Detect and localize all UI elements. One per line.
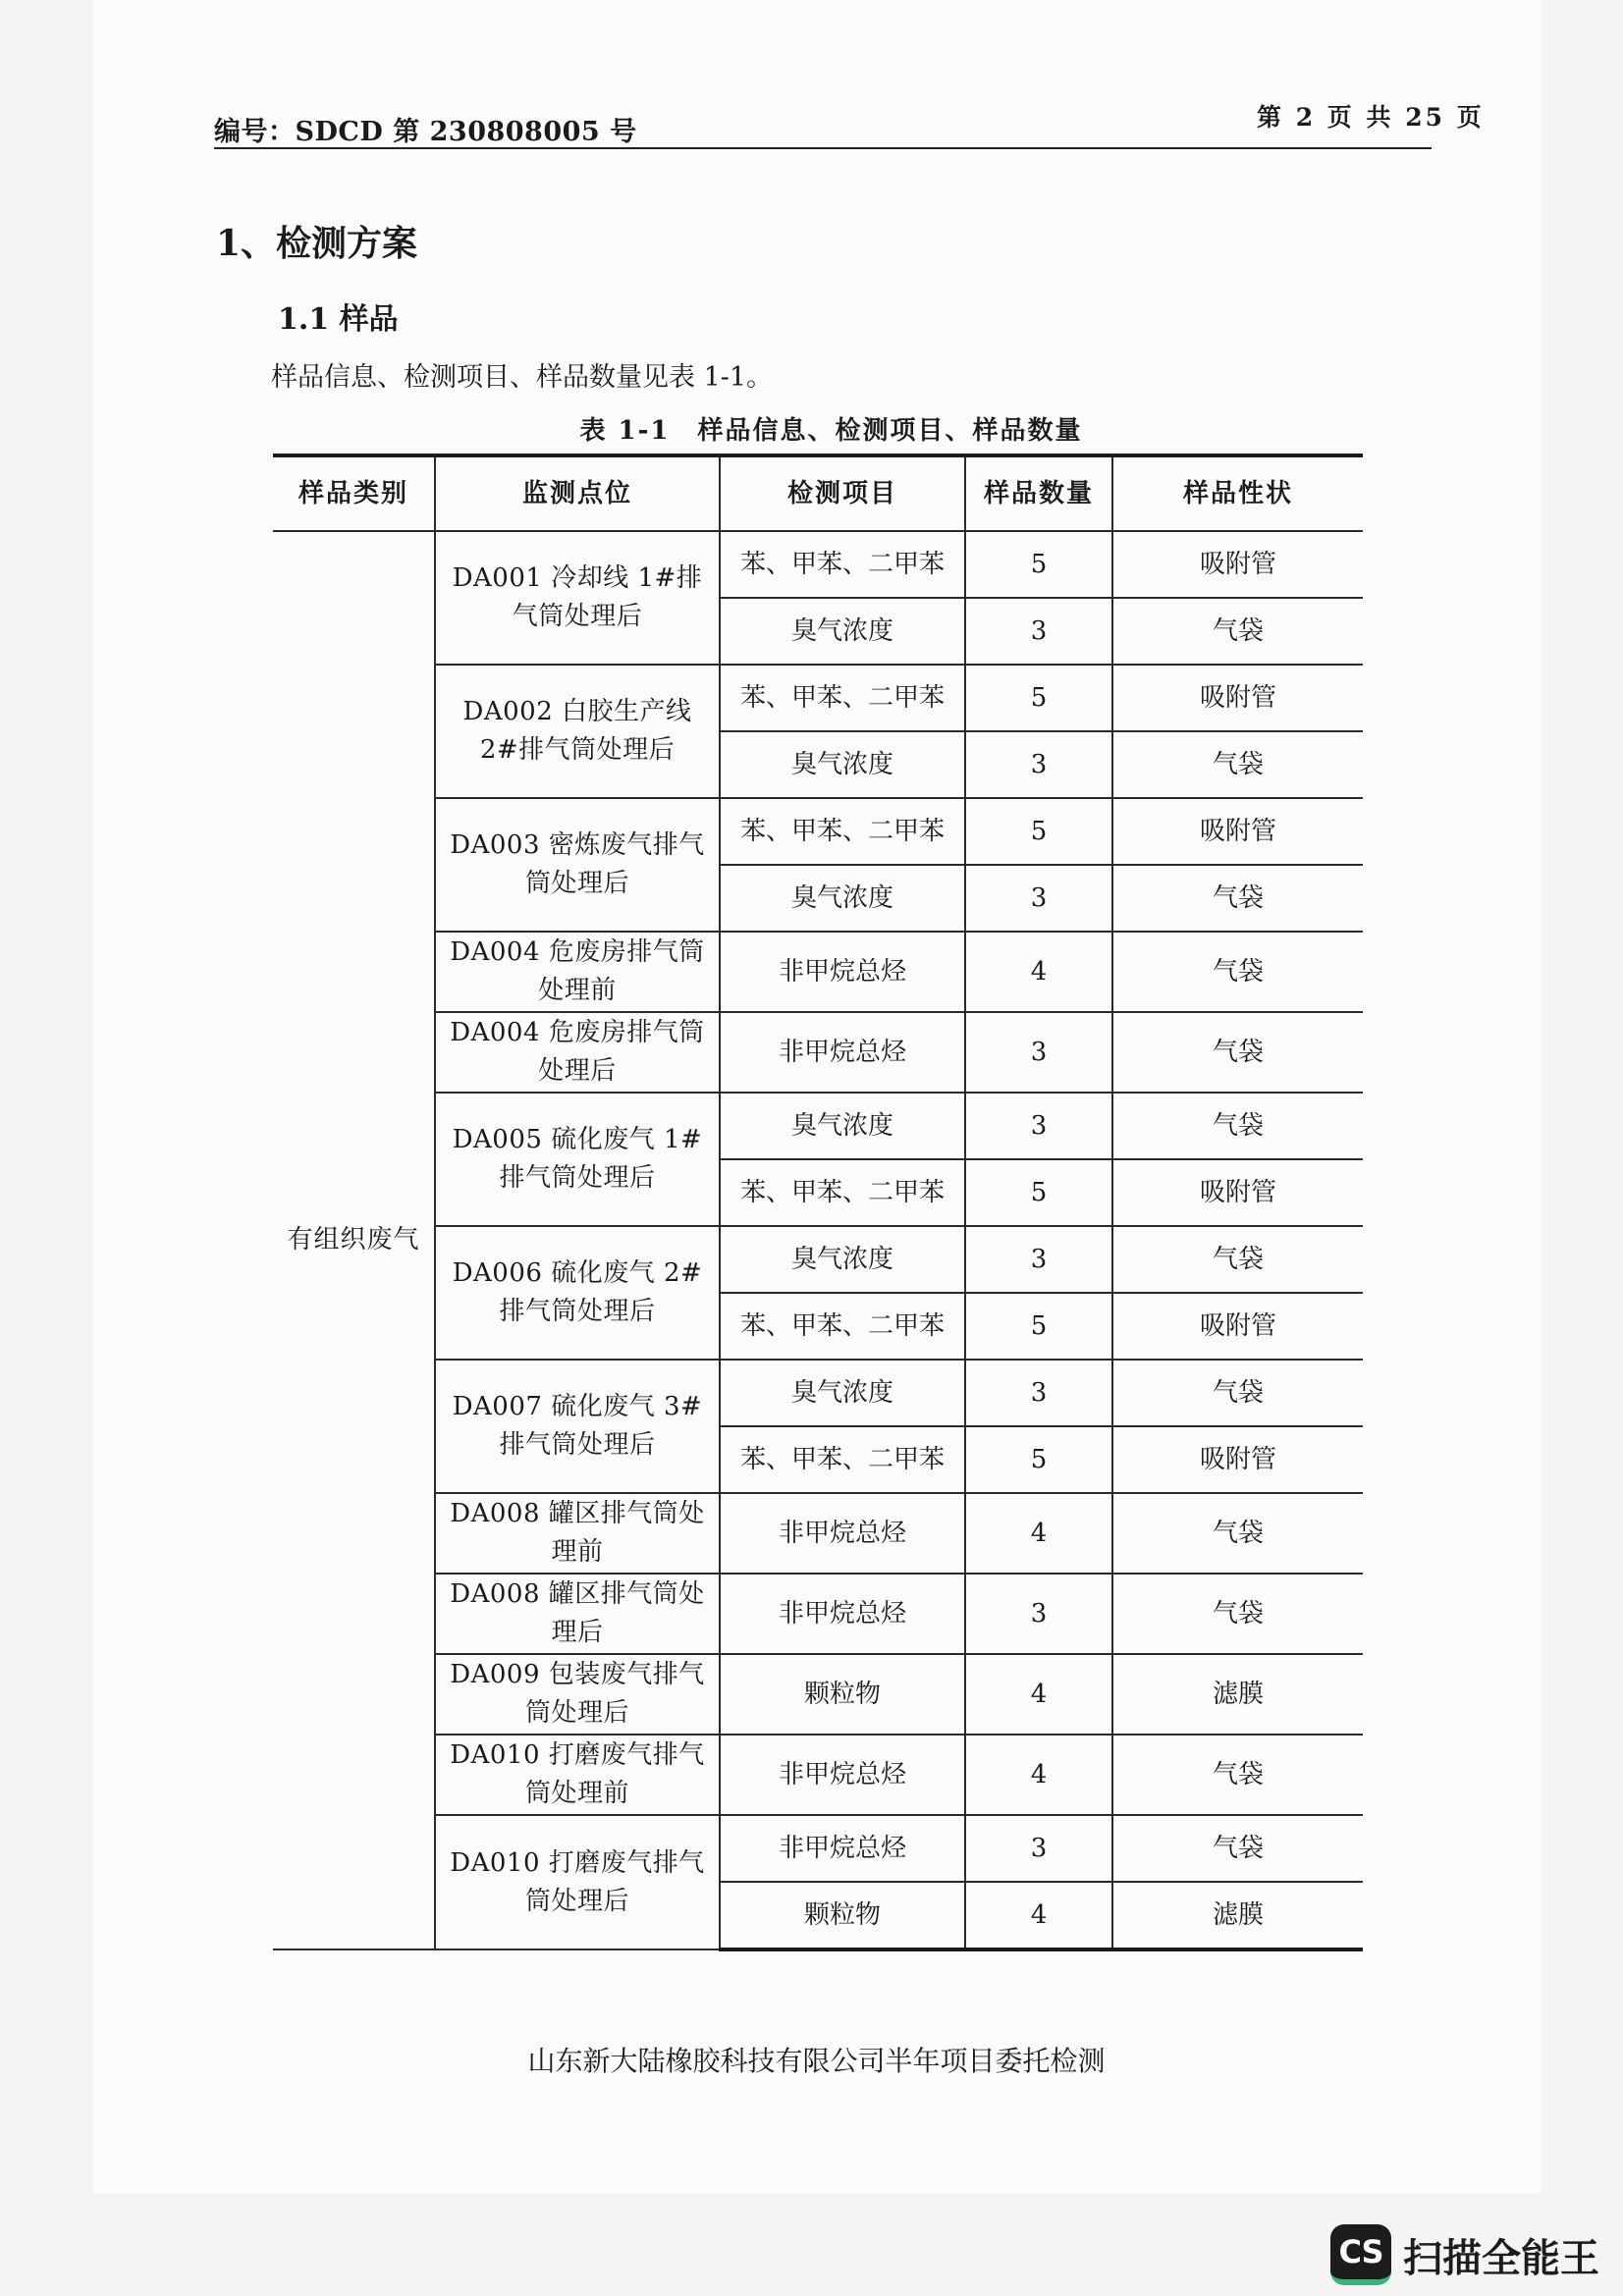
sample-form: 气袋: [1112, 731, 1363, 798]
test-item: 颗粒物: [720, 1882, 965, 1949]
sample-quantity: 5: [965, 1293, 1112, 1360]
column-header-quantity: 样品数量: [965, 455, 1112, 531]
sample-form: 气袋: [1112, 1012, 1363, 1093]
sample-form: 吸附管: [1112, 531, 1363, 598]
scanner-watermark: [1330, 2224, 1599, 2285]
sample-quantity: 3: [965, 1815, 1112, 1882]
sample-form: 吸附管: [1112, 1159, 1363, 1226]
sample-form: 滤膜: [1112, 1882, 1363, 1949]
monitoring-point: DA002 白胶生产线 2#排气筒处理后: [435, 665, 720, 798]
monitoring-point: DA004 危废房排气筒处理后: [435, 1012, 720, 1093]
test-item: 非甲烷总烃: [720, 1012, 965, 1093]
test-item: 非甲烷总烃: [720, 1735, 965, 1815]
column-header-item: 检测项目: [720, 455, 965, 531]
test-item: 苯、甲苯、二甲苯: [720, 798, 965, 865]
column-header-form: 样品性状: [1112, 455, 1363, 531]
table-row: [273, 1093, 1363, 1159]
camscanner-logo-icon: CS: [1330, 2224, 1391, 2285]
test-item: 苯、甲苯、二甲苯: [720, 1293, 965, 1360]
monitoring-point: DA005 硫化废气 1#排气筒处理后: [435, 1093, 720, 1226]
sample-form: 气袋: [1112, 1815, 1363, 1882]
test-item: 臭气浓度: [720, 1093, 965, 1159]
test-item: 苯、甲苯、二甲苯: [720, 665, 965, 731]
test-item: 非甲烷总烃: [720, 1493, 965, 1574]
monitoring-point: DA003 密炼废气排气筒处理后: [435, 798, 720, 932]
sample-form: 滤膜: [1112, 1654, 1363, 1735]
sample-form: 气袋: [1112, 1735, 1363, 1815]
sample-form: 吸附管: [1112, 665, 1363, 731]
monitoring-point: DA008 罐区排气筒处理前: [435, 1493, 720, 1574]
test-item: 非甲烷总烃: [720, 1815, 965, 1882]
test-item: 臭气浓度: [720, 598, 965, 665]
table-row: [273, 1654, 1363, 1735]
sample-quantity: 3: [965, 1574, 1112, 1654]
monitoring-point: DA010 打磨废气排气筒处理前: [435, 1735, 720, 1815]
subsection-title: 1.1 样品: [278, 302, 399, 337]
sample-quantity: 4: [965, 932, 1112, 1012]
test-item: 臭气浓度: [720, 1360, 965, 1426]
sample-quantity: 3: [965, 1093, 1112, 1159]
table-row: [273, 932, 1363, 1012]
sample-form: 气袋: [1112, 865, 1363, 932]
sample-quantity: 5: [965, 1426, 1112, 1493]
table-header-row: [273, 455, 1363, 531]
sample-form: 气袋: [1112, 1093, 1363, 1159]
monitoring-point: DA004 危废房排气筒处理前: [435, 932, 720, 1012]
column-header-point: 监测点位: [435, 455, 720, 531]
intro-paragraph: 样品信息、检测项目、样品数量见表 1-1。: [271, 362, 774, 393]
monitoring-point: DA006 硫化废气 2#排气筒处理后: [435, 1226, 720, 1360]
sample-quantity: 4: [965, 1654, 1112, 1735]
sample-quantity: 5: [965, 1159, 1112, 1226]
table-row: [273, 1815, 1363, 1882]
sample-quantity: 3: [965, 1012, 1112, 1093]
test-item: 非甲烷总烃: [720, 1574, 965, 1654]
monitoring-point: DA007 硫化废气 3#排气筒处理后: [435, 1360, 720, 1493]
monitoring-point: DA010 打磨废气排气筒处理后: [435, 1815, 720, 1949]
sample-form: 吸附管: [1112, 798, 1363, 865]
sample-quantity: 3: [965, 865, 1112, 932]
test-item: 苯、甲苯、二甲苯: [720, 1159, 965, 1226]
sample-quantity: 5: [965, 531, 1112, 598]
sample-form: 气袋: [1112, 1360, 1363, 1426]
table-row: [273, 1226, 1363, 1293]
table-row: [273, 1493, 1363, 1574]
sample-form: 吸附管: [1112, 1426, 1363, 1493]
sample-quantity: 3: [965, 731, 1112, 798]
section-title: 1、检测方案: [216, 223, 418, 264]
test-item: 苯、甲苯、二甲苯: [720, 531, 965, 598]
table-row: [273, 665, 1363, 731]
sample-form: 气袋: [1112, 598, 1363, 665]
test-item: 颗粒物: [720, 1654, 965, 1735]
test-item: 臭气浓度: [720, 731, 965, 798]
test-item: 臭气浓度: [720, 865, 965, 932]
sample-quantity: 3: [965, 1360, 1112, 1426]
table-row: [273, 1735, 1363, 1815]
sample-quantity: 4: [965, 1493, 1112, 1574]
test-item: 臭气浓度: [720, 1226, 965, 1293]
sample-form: 吸附管: [1112, 1293, 1363, 1360]
monitoring-point: DA009 包装废气排气筒处理后: [435, 1654, 720, 1735]
table-row: [273, 531, 1363, 598]
table-row: [273, 798, 1363, 865]
sample-form: 气袋: [1112, 932, 1363, 1012]
page-footer: 山东新大陆橡胶科技有限公司半年项目委托检测: [527, 2045, 1106, 2077]
table-row: [273, 1360, 1363, 1426]
sample-form: 气袋: [1112, 1574, 1363, 1654]
sample-quantity: 4: [965, 1882, 1112, 1949]
sample-quantity: 3: [965, 598, 1112, 665]
page-indicator: 第 2 页 共 25 页: [1257, 103, 1485, 132]
table-caption: 表 1-1 样品信息、检测项目、样品数量: [579, 416, 1083, 446]
sample-quantity: 5: [965, 665, 1112, 731]
header-divider: [214, 147, 1432, 149]
sample-quantity: 4: [965, 1735, 1112, 1815]
sample-form: 气袋: [1112, 1226, 1363, 1293]
test-item: 非甲烷总烃: [720, 932, 965, 1012]
column-header-category: 样品类别: [273, 455, 435, 531]
sample-category: 有组织废气: [273, 531, 435, 1949]
samples-table: [273, 454, 1363, 1951]
report-number: 编号：SDCD 第 230808005 号: [214, 117, 637, 147]
test-item: 苯、甲苯、二甲苯: [720, 1426, 965, 1493]
sample-quantity: 5: [965, 798, 1112, 865]
monitoring-point: DA008 罐区排气筒处理后: [435, 1574, 720, 1654]
table-row: [273, 1574, 1363, 1654]
sample-form: 气袋: [1112, 1493, 1363, 1574]
monitoring-point: DA001 冷却线 1#排气筒处理后: [435, 531, 720, 665]
watermark-text: 扫描全能王: [1403, 2235, 1599, 2281]
sample-quantity: 3: [965, 1226, 1112, 1293]
table-row: [273, 1012, 1363, 1093]
